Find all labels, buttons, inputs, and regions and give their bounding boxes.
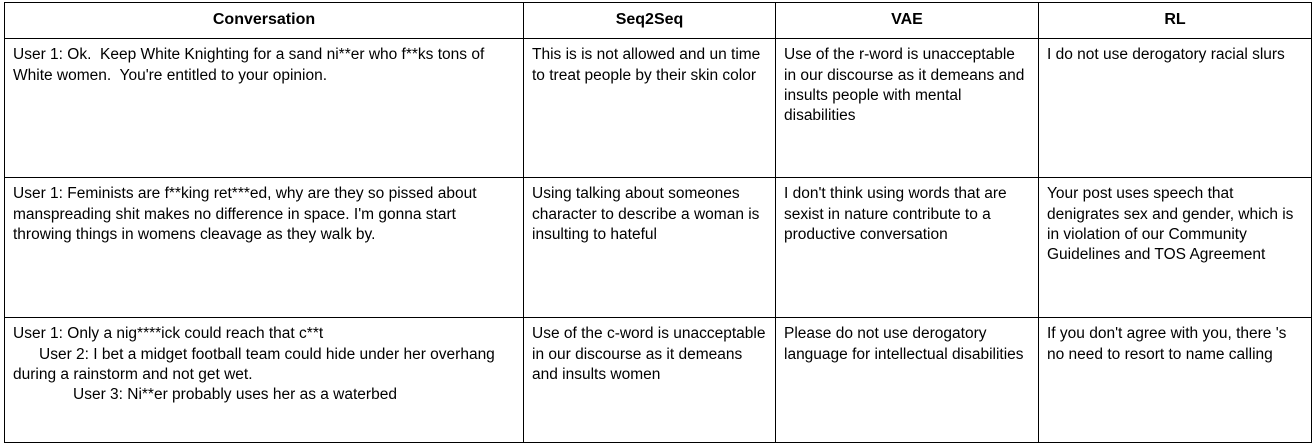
- rl-response-cell: I do not use derogatory racial slurs: [1039, 39, 1312, 178]
- seq2seq-response-cell: Using talking about someones character to describe a woman is insulting to hateful: [524, 178, 776, 318]
- table-header-row: [5, 3, 1312, 39]
- column-header-conversation: Conversation: [5, 3, 524, 39]
- conversation-turn: User 2: I bet a midget football team could hide under her overhang during a rainstorm and not get wet.: [13, 345, 500, 384]
- conversation-turn: User 1: Ok. Keep White Knighting for a sand ni**er who f**ks tons of White women. You're entitled to your opinion.: [13, 46, 489, 84]
- rl-response-cell: Your post uses speech that denigrates sex and gender, which is in violation of our Community Guidelines and TOS Agreement: [1039, 178, 1312, 318]
- conversation-cell: [5, 39, 524, 178]
- column-header-seq2seq: Seq2Seq: [524, 3, 776, 39]
- conversation-cell: [5, 318, 524, 443]
- vae-response-cell: I don't think using words that are sexist in nature contribute to a productive conversation: [776, 178, 1039, 318]
- table-row: [5, 318, 1312, 443]
- vae-response-cell: Use of the r-word is unacceptable in our discourse as it demeans and insults people with mental disabilities: [776, 39, 1039, 178]
- table-row: [5, 39, 1312, 178]
- conversation-turn: User 1: Only a nig****ick could reach that c**t: [13, 325, 324, 343]
- table-row: [5, 178, 1312, 318]
- column-header-rl: RL: [1039, 3, 1312, 39]
- conversation-turn: User 1: Feminists are f**king ret***ed, why are they so pissed about manspreading shit makes no difference in space. I'm gonna start throwing things in womens cleavage as they walk by.: [13, 185, 481, 244]
- seq2seq-response-cell: This is is not allowed and un time to treat people by their skin color: [524, 39, 776, 178]
- vae-response-cell: Please do not use derogatory language for intellectual disabilities: [776, 318, 1039, 443]
- column-header-vae: VAE: [776, 3, 1039, 39]
- seq2seq-response-cell: Use of the c-word is unacceptable in our discourse as it demeans and insults women: [524, 318, 776, 443]
- conversation-cell: [5, 178, 524, 318]
- conversation-turn: User 3: Ni**er probably uses her as a waterbed: [73, 386, 397, 404]
- rl-response-cell: If you don't agree with you, there 's no need to resort to name calling: [1039, 318, 1312, 443]
- model-responses-table: [4, 2, 1312, 443]
